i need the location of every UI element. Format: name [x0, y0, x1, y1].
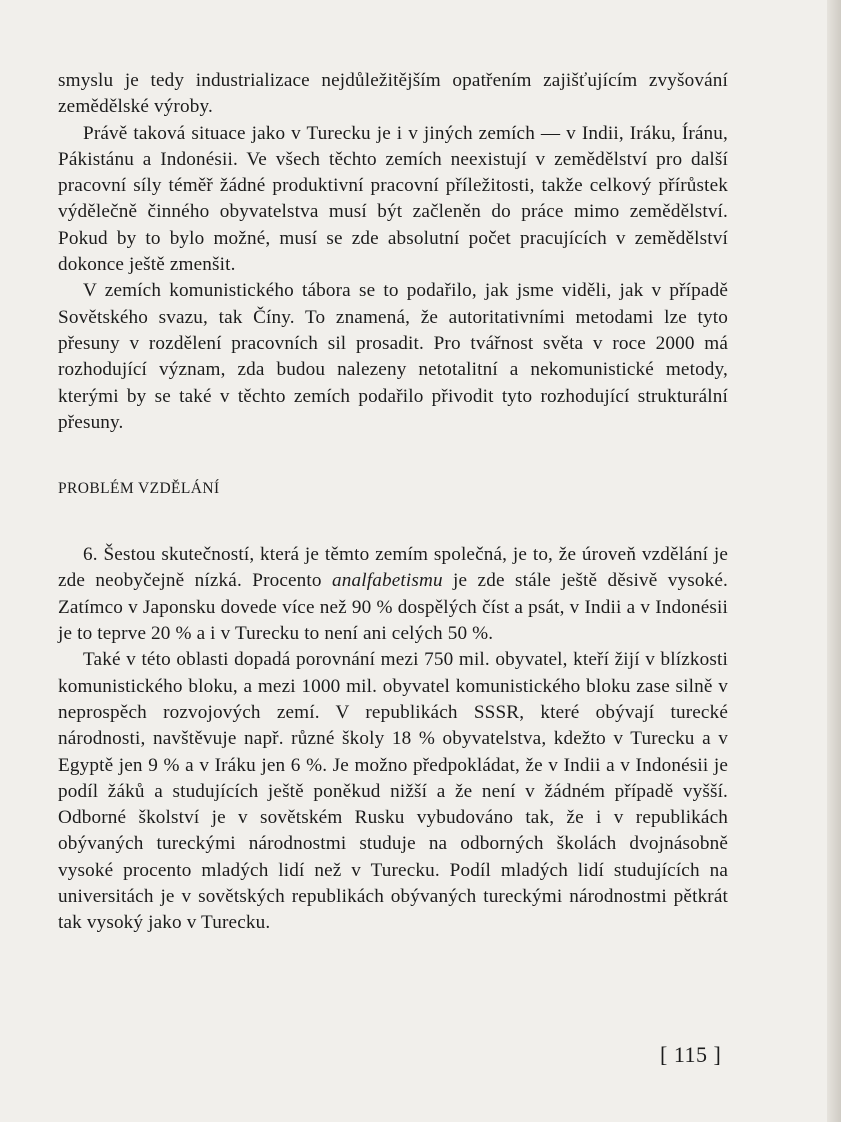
page-number: [ 115 ]: [660, 1042, 722, 1067]
paragraph-turkey-comparison: Právě taková situace jako v Turecku je i v jiných zemích — v Indii, Iráku, Íránu, Pákistánu a Indonésii. Ve všech těchto zemích neexistují v zemědělství pro další pracovní síly téměř žádné produktivní pracovní příležitosti, takže celkový přírůstek výdělečně činného obyvatelstva musí být začleněn do práce mimo zemědělství. Pokud by to bylo možné, musí se zde absolutní počet pracujících v zemědělství dokonce ještě zmenšit.: [58, 122, 728, 276]
page-text: [58, 68, 728, 937]
paragraph-continuation: smyslu je tedy industrializace nejdůležitějším opatřením zajišťujícím zvyšování zemědělské výroby.: [58, 70, 728, 118]
paragraph-communist-bloc: V zemích komunistického tábora se to podařilo, jak jsme viděli, jak v případě Sovětského svazu, tak Číny. To znamená, že autoritativními metodami lze tyto přesuny v rozdělení pracovních sil prosadit. Pro tvářnost světa v roce 2000 má rozhodující význam, zda budou nalezeny netotalitní a nekomunistické metody, kterými by se také v těchto zemích podařilo přivodit tyto rozhodující strukturální přesuny.: [58, 280, 728, 433]
paragraph-6-end: je zde stále ještě děsivě vysoké. Zatímco v Japonsku dovede více než 90 % dospělých číst a psát, v Indii a v Indonésii je to teprve 20 % a i v Turecku to není ani celých 50 %.: [58, 570, 728, 645]
paragraph-education-level: [58, 542, 728, 647]
page-edge-shadow: [827, 0, 841, 1122]
section-heading: PROBLÉM VZDĚLÁNÍ: [58, 480, 220, 498]
paragraph-school-comparison: Také v této oblasti dopadá porovnání mezi 750 mil. obyvatel, kteří žijí v blízkosti komunistického bloku, a mezi 1000 mil. obyvatel komunistického bloku zase silně v neprospěch rozvojových zemí. V republikách SSSR, které obývají turecké národnosti, navštěvuje např. různé školy 18 % obyvatelstva, kdežto v Turecku a v Egyptě jen 9 % a v Iráku jen 6 %. Je možno předpokládat, že v Indii a v Indonésii je podíl žáků a studujících ještě poněkud nižší a že není v žádném případě vyšší. Odborné školství je v sovětském Rusku vybudováno tak, že i v republikách obývaných tureckými národnostmi studuje na odborných školách dvojnásobně vysoké procento mladých lidí než v Turecku. Podíl mladých lidí studujících na universitách je v sovětských republikách obývaných tureckými národnostmi pětkrát tak vysoký jako v Turecku.: [58, 649, 728, 934]
emphasis-analfabetismu: analfabetismu: [332, 570, 443, 592]
paragraph-6-start: 6. Šestou skutečností, která je těmto zemím společná, je to, že úroveň vzdělání je zde neobyčejně nízká. Procento: [58, 544, 728, 592]
